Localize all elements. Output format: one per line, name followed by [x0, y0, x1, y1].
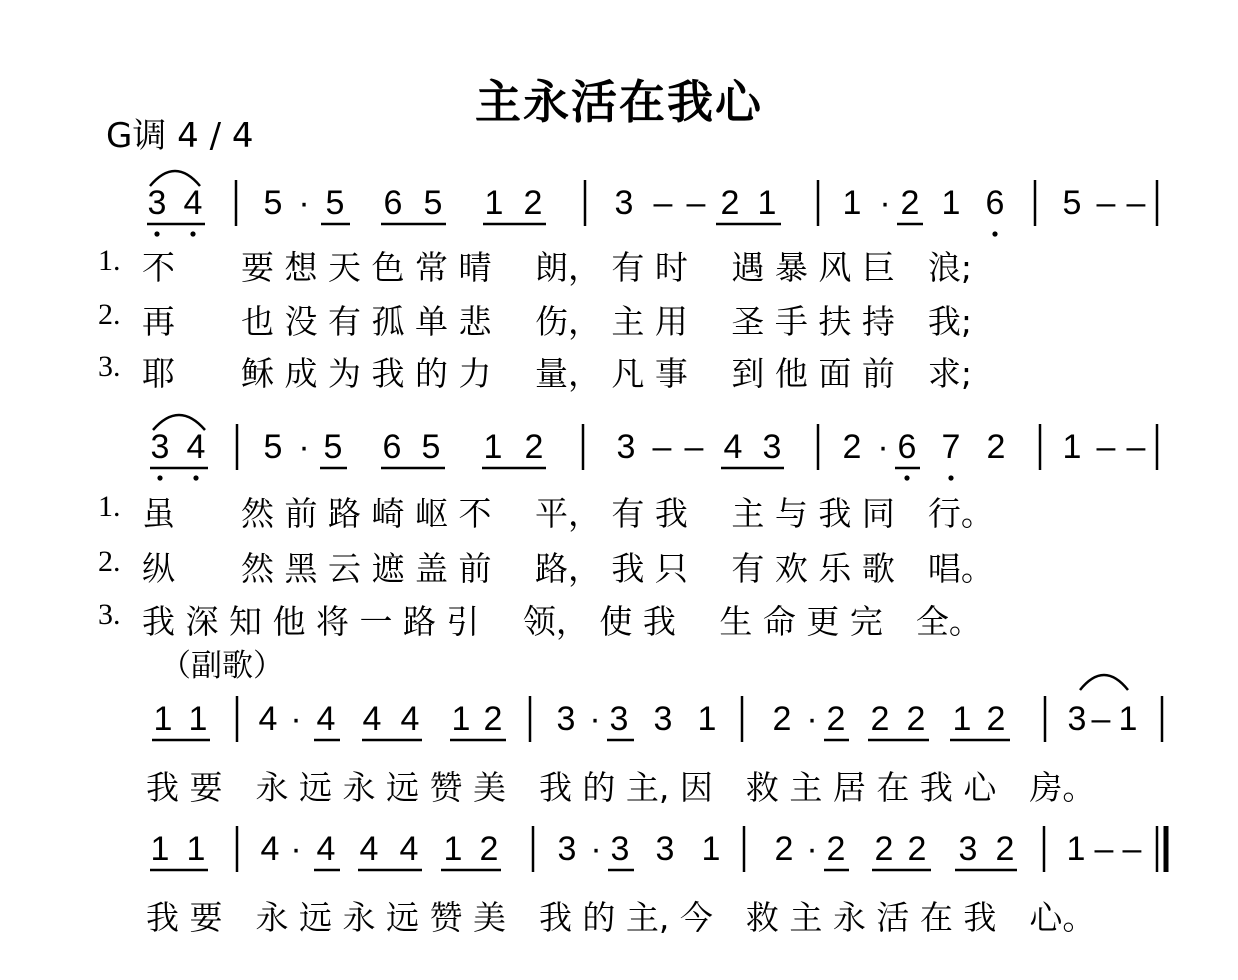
- slur-line2: [153, 415, 205, 430]
- note-line3-9: 3: [556, 700, 576, 738]
- note-line1-2: 5: [263, 184, 283, 222]
- note-line3-1: 1: [188, 700, 208, 738]
- note-line2-3: ·: [298, 428, 310, 466]
- note-line2-7: 1: [483, 428, 503, 466]
- note-line4-22: –: [1094, 830, 1114, 868]
- low-dot-line1-0: [154, 231, 159, 236]
- note-line4-5: 4: [359, 830, 379, 868]
- verse-a2-lyric: 再 也 没 有 孤 单 悲 伤， 主 用 圣 手 扶 持 我;: [142, 302, 972, 341]
- note-line3-7: 1: [451, 700, 471, 738]
- low-dot-line1-1: [190, 231, 195, 236]
- note-line3-11: 3: [609, 700, 629, 738]
- note-line4-11: 3: [610, 830, 630, 868]
- note-line3-0: 1: [153, 700, 173, 738]
- note-line1-1: 4: [183, 184, 203, 222]
- note-line2-19: 1: [1062, 428, 1082, 466]
- note-line1-8: 2: [523, 184, 543, 222]
- low-dot-b-line1-0: [992, 231, 997, 236]
- note-line1-19: 5: [1062, 184, 1082, 222]
- note-line4-20: 2: [995, 830, 1015, 868]
- note-line3-21: 3: [1067, 700, 1087, 738]
- note-line4-8: 2: [479, 830, 499, 868]
- note-line2-0: 3: [150, 428, 170, 466]
- chorus-label: （副歌）: [160, 648, 284, 684]
- note-line4-1: 1: [186, 830, 206, 868]
- note-line1-4: 5: [325, 184, 345, 222]
- verse-a2-number: 2.: [98, 298, 121, 331]
- note-line1-14: 1: [842, 184, 862, 222]
- note-line1-11: –: [686, 184, 706, 222]
- note-line1-12: 2: [720, 184, 740, 222]
- note-line3-8: 2: [483, 700, 503, 738]
- verse-b1-lyric: 虽 然 前 路 崎 岖 不 平， 有 我 主 与 我 同 行。: [142, 494, 994, 533]
- note-line1-3: ·: [298, 184, 310, 222]
- note-line3-16: 2: [826, 700, 846, 738]
- note-line3-4: 4: [316, 700, 336, 738]
- verse-b2-lyric: 纵 然 黑 云 遮 盖 前 路， 我 只 有 欢 乐 歌 唱。: [142, 549, 994, 588]
- note-line4-4: 4: [316, 830, 336, 868]
- slur-line3: [1080, 675, 1128, 690]
- chorus-lyric-1: 我 要 永 远 永 远 赞 美 我 的 主, 因 救 主 居 在 我 心 房。: [146, 768, 1096, 807]
- note-line2-2: 5: [263, 428, 283, 466]
- note-line3-10: ·: [589, 700, 601, 738]
- note-line4-17: 2: [874, 830, 894, 868]
- note-line4-16: 2: [826, 830, 846, 868]
- note-line4-18: 2: [907, 830, 927, 868]
- note-line4-7: 1: [443, 830, 463, 868]
- key-signature: G调 4 / 4: [106, 116, 254, 156]
- low-dot-line2-0: [157, 475, 162, 480]
- note-line1-20: –: [1096, 184, 1116, 222]
- note-line2-11: –: [684, 428, 704, 466]
- note-line3-14: 2: [772, 700, 792, 738]
- note-line3-15: ·: [806, 700, 818, 738]
- note-line4-14: 2: [774, 830, 794, 868]
- note-line4-2: 4: [260, 830, 280, 868]
- slur-line1: [150, 171, 200, 186]
- note-line4-3: ·: [290, 830, 302, 868]
- verse-b3-lyric: 我 深 知 他 将 一 路 引 领， 使 我 生 命 更 完 全。: [142, 602, 982, 641]
- note-line3-13: 1: [697, 700, 717, 738]
- note-line4-6: 4: [399, 830, 419, 868]
- note-line2-12: 4: [723, 428, 743, 466]
- low-dot-line2-2: [904, 475, 909, 480]
- note-line3-22: –: [1091, 700, 1111, 738]
- low-dot-line2-3: [948, 475, 953, 480]
- note-line3-20: 2: [986, 700, 1006, 738]
- note-line2-15: ·: [877, 428, 889, 466]
- note-line2-6: 5: [421, 428, 441, 466]
- note-line1-5: 6: [383, 184, 403, 222]
- low-dot-line2-1: [193, 475, 198, 480]
- note-line1-10: –: [653, 184, 673, 222]
- note-line1-18: 6: [985, 184, 1005, 222]
- note-line4-23: –: [1122, 830, 1142, 868]
- note-line2-8: 2: [524, 428, 544, 466]
- note-line4-15: ·: [806, 830, 818, 868]
- note-line1-7: 1: [484, 184, 504, 222]
- verse-b2-number: 2.: [98, 545, 121, 578]
- verse-a3-lyric: 耶 稣 成 为 我 的 力 量， 凡 事 到 他 面 前 求;: [142, 354, 972, 393]
- verse-a1-lyric: 不 要 想 天 色 常 晴 朗， 有 时 遇 暴 风 巨 浪;: [142, 248, 972, 287]
- note-line2-16: 6: [897, 428, 917, 466]
- note-line3-5: 4: [362, 700, 382, 738]
- note-line1-6: 5: [423, 184, 443, 222]
- note-line1-0: 3: [147, 184, 167, 222]
- note-line3-17: 2: [870, 700, 890, 738]
- verse-a3-number: 3.: [98, 350, 121, 383]
- note-line3-23: 1: [1118, 700, 1138, 738]
- note-line3-2: 4: [258, 700, 278, 738]
- note-line2-18: 2: [986, 428, 1006, 466]
- note-line1-16: 2: [900, 184, 920, 222]
- note-line3-19: 1: [952, 700, 972, 738]
- note-line1-13: 1: [757, 184, 777, 222]
- note-line1-15: ·: [879, 184, 891, 222]
- verse-b1-number: 1.: [98, 490, 121, 523]
- verse-a1-number: 1.: [98, 244, 121, 277]
- note-line4-19: 3: [958, 830, 978, 868]
- note-line4-21: 1: [1066, 830, 1086, 868]
- note-line4-9: 3: [557, 830, 577, 868]
- note-line3-6: 4: [400, 700, 420, 738]
- note-line4-13: 1: [701, 830, 721, 868]
- note-line3-3: ·: [290, 700, 302, 738]
- note-line1-9: 3: [614, 184, 634, 222]
- note-line2-9: 3: [616, 428, 636, 466]
- chorus-lyric-2: 我 要 永 远 永 远 赞 美 我 的 主, 今 救 主 永 活 在 我 心。: [146, 898, 1096, 937]
- note-line3-18: 2: [906, 700, 926, 738]
- song-title: 主永活在我心: [475, 75, 763, 129]
- note-line1-21: –: [1126, 184, 1146, 222]
- note-line1-17: 1: [941, 184, 961, 222]
- note-line2-17: 7: [941, 428, 961, 466]
- note-line2-14: 2: [842, 428, 862, 466]
- note-line4-10: ·: [590, 830, 602, 868]
- note-line4-0: 1: [150, 830, 170, 868]
- note-line2-1: 4: [186, 428, 206, 466]
- note-line2-10: –: [652, 428, 672, 466]
- note-line2-4: 5: [323, 428, 343, 466]
- note-line2-21: –: [1126, 428, 1146, 466]
- note-line2-20: –: [1096, 428, 1116, 466]
- verse-b3-number: 3.: [98, 598, 121, 631]
- note-line2-5: 6: [382, 428, 402, 466]
- note-line3-12: 3: [653, 700, 673, 738]
- note-line2-13: 3: [762, 428, 782, 466]
- note-line4-12: 3: [655, 830, 675, 868]
